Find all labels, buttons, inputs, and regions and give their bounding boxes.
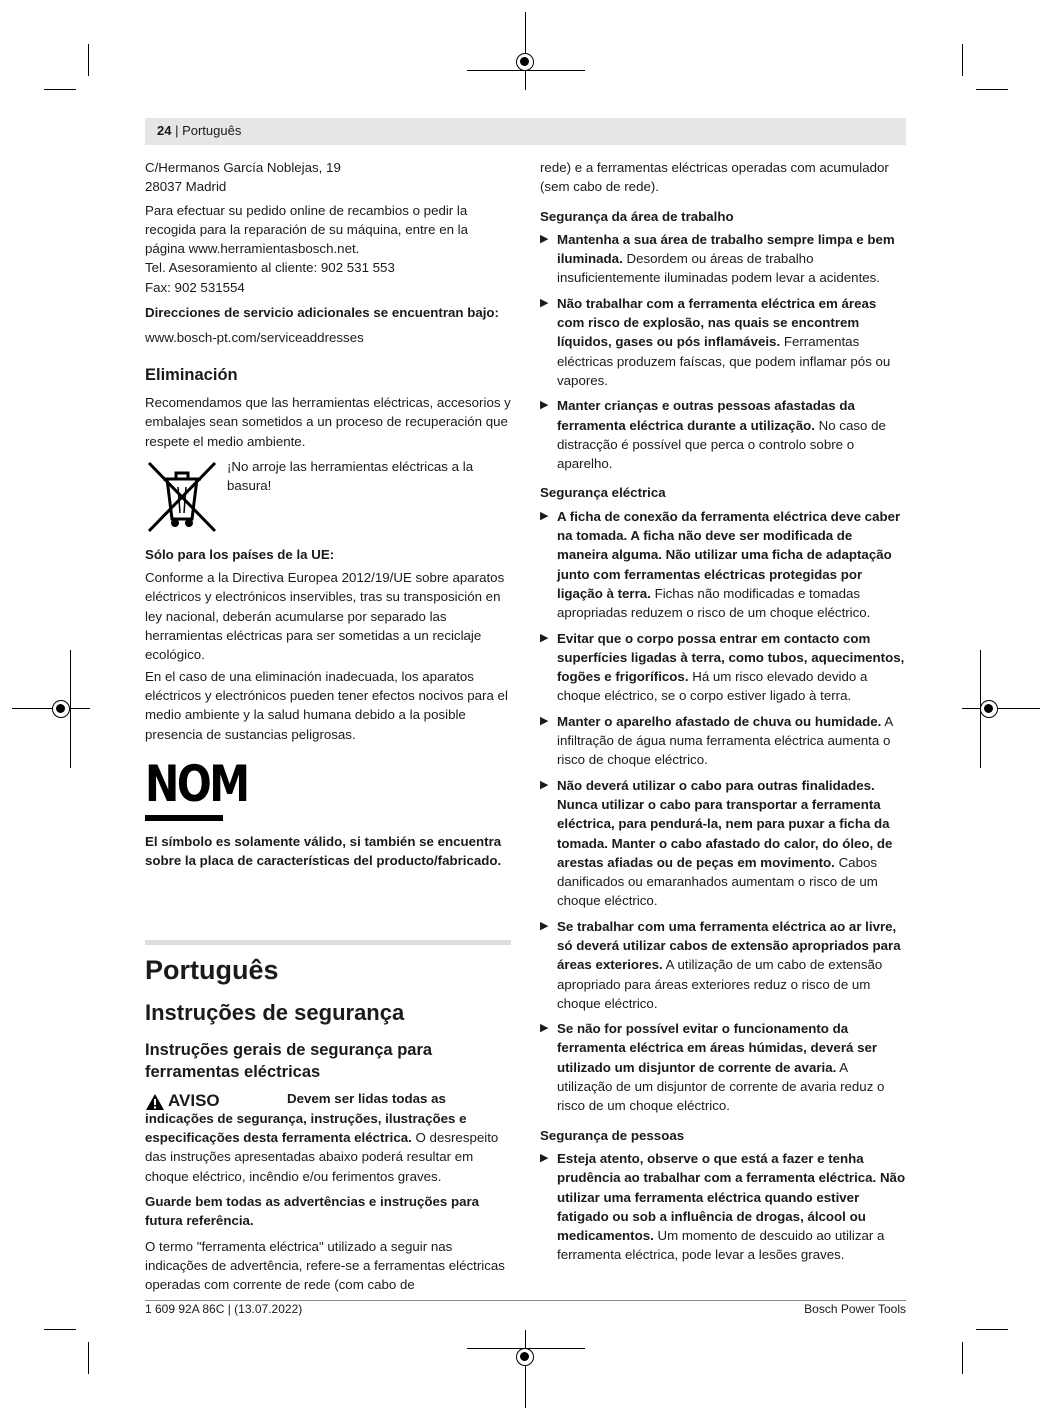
item-bold-text: Manter crianças e outras pessoas afastadas da ferramenta eléctrica durante a utilização. (557, 398, 855, 433)
registration-line (70, 650, 71, 768)
item-text: Há um risco elevado devido a choque eléctrico, se o corpo estiver ligado à terra. (557, 669, 868, 704)
registration-target-icon (516, 1348, 534, 1366)
order-paragraph (145, 201, 511, 297)
brand-name: Bosch Power Tools (804, 1302, 906, 1316)
bullet-triangle-icon: ▶ (540, 296, 549, 309)
item-text: Desordem ou áreas de trabalho insuficientemente iluminadas podem levar a acidentes. (557, 251, 881, 286)
language-title: Português (145, 955, 279, 986)
header-language: Português (182, 123, 242, 138)
page-header (145, 118, 906, 145)
weee-block (145, 457, 511, 535)
warning-word: AVISO (168, 1091, 220, 1111)
registration-line (962, 708, 1040, 709)
service-heading: Direcciones de servicio adicionales se encuentran bajo: (145, 305, 499, 321)
list-item (540, 230, 906, 288)
header-label: 24 | Português (157, 123, 242, 138)
page-number: 24 (157, 123, 172, 138)
keep-instructions-heading: Guarde bem todas as advertências e instruções para futura referência. (145, 1193, 480, 1229)
item-text: Cabos danificados ou emaranhados aumentam o risco de um choque eléctrico. (557, 854, 878, 909)
registration-target-icon (980, 700, 998, 718)
fax-text: Fax: 902 531554 (145, 279, 245, 295)
service-url: www.bosch-pt.com/serviceaddresses (145, 330, 364, 346)
personal-safety-heading: Segurança de pessoas (540, 1127, 685, 1143)
bullet-triangle-icon: ▶ (540, 631, 549, 644)
document-code: 1 609 92A 86C | (13.07.2022) (145, 1302, 303, 1316)
list-item (540, 1149, 906, 1265)
footer-divider (145, 1300, 906, 1301)
bullet-triangle-icon: ▶ (540, 232, 549, 245)
item-bold-text: Se não for possível evitar o funcionamento da ferramenta eléctrica em áreas húmidas, deverá ser utilizado um disjuntor de corrente de avaria. (557, 1021, 878, 1075)
section-divider (145, 940, 511, 945)
personal-safety-list (540, 1149, 906, 1265)
left-column (145, 158, 511, 1300)
term-definition-text: O termo "ferramenta eléctrica" utilizado a seguir nas indicações de advertência, refere-se a ferramentas eléctricas operadas com corrente de rede (com cabo de (145, 1238, 505, 1293)
work-area-heading: Segurança da área de trabalho (540, 208, 734, 224)
registration-target-icon (516, 53, 534, 71)
eu-text: En el caso de una eliminación inadecuada, los aparatos eléctricos y electrónicos pueden tener efectos nocivos para el medio ambiente y la salud humana debido a la posible presencia de sustancias peligrosas. (145, 668, 508, 742)
order-text: Para efectuar su pedido online de recambios o pedir la recogida para la reparación de su máquina, entre en la página www.herramientasbosch.net. (145, 202, 469, 257)
general-safety-title: Instruções gerais de segurança para ferramentas eléctricas (145, 1041, 433, 1082)
item-bold-text: Evitar que o corpo possa entrar em contacto com superfícies ligadas à terra, como tubos, aquecimentos, fogões e frigoríficos. (557, 630, 905, 685)
item-bold-text: Não deverá utilizar o cabo para outras finalidades. Nunca utilizar o cabo para transportar a ferramenta eléctrica, para pendurá-la, nem para puxar a ficha da tomada. Manter o cabo afastado do calor, do óleo, de arestas afiadas ou de peças em movimento. (557, 777, 893, 870)
item-text: A infiltração de água numa ferramenta eléctrica aumenta o risco de choque eléctrico. (557, 713, 893, 768)
crossed-bin-icon (145, 457, 219, 535)
item-text: Fichas não modificadas e tomadas apropriadas reduzem o risco de um choque eléctrico. (557, 585, 871, 621)
bullet-triangle-icon: ▶ (540, 399, 549, 412)
crop-mark (962, 1342, 963, 1374)
phone-text: Tel. Asesoramiento al cliente: 902 531 553 (145, 260, 395, 276)
address-block (145, 158, 511, 197)
list-item (540, 396, 906, 473)
continued-text: rede) e a ferramentas eléctricas operadas com acumulador (sem cabo de rede). (540, 160, 889, 195)
bullet-triangle-icon: ▶ (540, 1022, 549, 1035)
warning-text: O desrespeito das instruções apresentadas abaixo poderá resultar em choque eléctrico, incêndio e/ou ferimentos graves. (145, 1130, 499, 1184)
electrical-safety-list (540, 507, 906, 1116)
nom-text: El símbolo es solamente válido, si también se encuentra sobre la placa de características del producto/fabricado. (145, 833, 502, 869)
item-text: No caso de distracção é possível que perca o controlo sobre o aparelho. (557, 417, 886, 472)
nom-logo-bar (145, 815, 223, 821)
list-item (540, 1019, 906, 1115)
item-text: Ferramentas eléctricas produzem faíscas, que podem inflamar pós ou vapores. (557, 334, 891, 388)
registration-line (12, 708, 90, 709)
crop-mark (44, 89, 76, 90)
electrical-safety-heading: Segurança eléctrica (540, 485, 666, 501)
registration-line (525, 1330, 526, 1408)
bullet-triangle-icon: ▶ (540, 714, 549, 727)
work-area-list (540, 230, 906, 474)
crop-mark (88, 44, 89, 76)
nom-logo (145, 754, 248, 822)
address-line: 28037 Madrid (145, 179, 227, 195)
warning-bold-text: Devem ser lidas todas as indicações de segurança, instruções, ilustrações e especificações desta ferramenta eléctrica. (145, 1091, 467, 1146)
crop-mark (976, 1329, 1008, 1330)
list-item (540, 294, 906, 390)
crop-mark (976, 89, 1008, 90)
list-item (540, 917, 906, 1013)
list-item (540, 507, 906, 623)
item-bold-text: Não trabalhar com a ferramenta eléctrica em áreas com risco de explosão, nas quais se encontrem líquidos, gases ou pós inflamáveis. (557, 295, 877, 350)
bullet-triangle-icon: ▶ (540, 919, 549, 932)
elimination-heading: Eliminación (145, 365, 238, 384)
item-bold-text: Esteja atento, observe o que está a fazer e tenha prudência ao trabalhar com a ferramenta eléctrica. Não utilizar uma ferramenta eléctrica quando estiver fatigado ou sob a influência de drogas, álcool ou medicamentos. (557, 1150, 906, 1244)
elimination-text: Recomendamos que las herramientas eléctricas, accesorios y embalajes sean sometidos a un proceso de recuperación que respete el medio ambiente. (145, 394, 511, 449)
eu-text: Conforme a la Directiva Europea 2012/19/UE sobre aparatos eléctricos y electrónicos inservibles, tras su transposición en ley nacional, deberán acumularse por separado las herramientas eléctricas para ser sometidas a un reciclaje ecológico. (145, 570, 505, 663)
crop-mark (44, 1329, 76, 1330)
item-text: A utilização de um disjuntor de corrente de avaria reduz o risco de um choque eléctrico. (557, 1059, 885, 1114)
item-bold-text: Se trabalhar com uma ferramenta eléctrica ao ar livre, só deverá utilizar cabos de extensão apropriados para áreas exteriores. (557, 918, 901, 973)
eu-heading: Sólo para los países de la UE: (145, 546, 335, 562)
nom-logo-text: NOM (145, 754, 248, 813)
item-text: A utilização de um cabo de extensão apropriado para áreas exteriores reduz o risco de um choque eléctrico. (557, 957, 883, 1011)
bullet-triangle-icon: ▶ (540, 778, 549, 791)
crop-mark (88, 1342, 89, 1374)
item-bold-text: A ficha de conexão da ferramenta eléctrica deve caber na tomada. A ficha não deve ser modificada de maneira alguma. Não utilizar uma ficha de adaptação junto com ferramentas eléctricas protegidas por ligação à terra. (557, 508, 901, 601)
safety-title: Instruções de segurança (145, 1000, 405, 1026)
bullet-triangle-icon: ▶ (540, 509, 549, 522)
item-bold-text: Mantenha a sua área de trabalho sempre limpa e bem iluminada. (557, 231, 895, 267)
registration-target-icon (52, 700, 70, 718)
list-item (540, 776, 906, 911)
item-text: Um momento de descuido ao utilizar a ferramenta eléctrica, pode levar a lesões graves. (557, 1228, 885, 1263)
list-item (540, 629, 906, 706)
list-item (540, 712, 906, 770)
right-column (540, 158, 906, 1271)
address-line: C/Hermanos García Noblejas, 19 (145, 160, 341, 175)
registration-line (525, 12, 526, 90)
bullet-triangle-icon: ▶ (540, 1151, 549, 1164)
weee-text: ¡No arroje las herramientas eléctricas a la basura! (227, 458, 474, 494)
crop-mark (962, 44, 963, 76)
item-bold-text: Manter o aparelho afastado de chuva ou humidade. (557, 713, 882, 729)
